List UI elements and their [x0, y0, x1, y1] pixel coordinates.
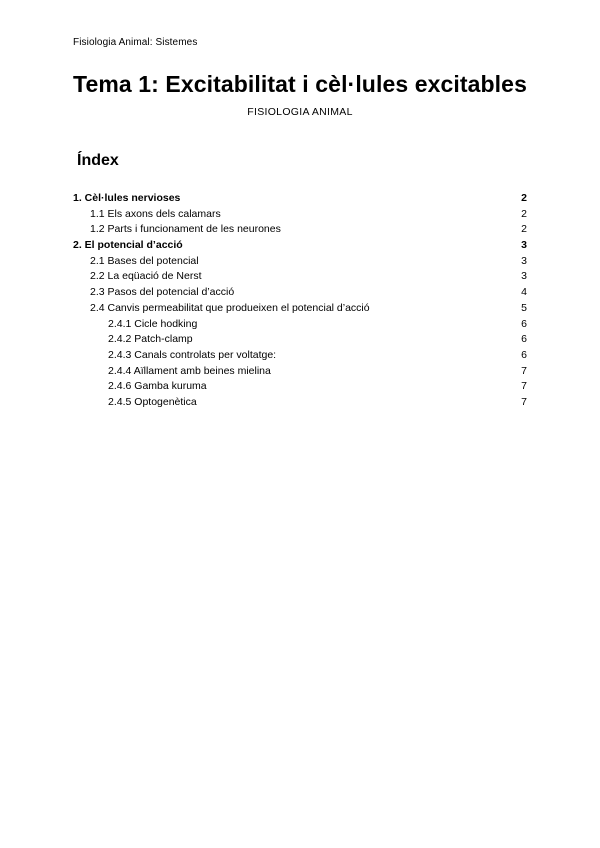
toc-entry-page: 6	[521, 317, 527, 330]
toc-entry[interactable]	[73, 332, 528, 348]
toc-entry[interactable]	[73, 364, 528, 380]
toc-entry-page: 6	[521, 348, 527, 361]
toc-entry-page: 3	[521, 270, 527, 283]
toc-entry[interactable]	[73, 301, 528, 317]
toc-entry-label: 2.2 La eqüació de Nerst	[90, 270, 202, 283]
toc-entry-label: 2.4.6 Gamba kuruma	[108, 380, 207, 393]
toc-entry-label: 2.1 Bases del potencial	[90, 254, 199, 267]
toc-entry[interactable]	[73, 191, 528, 207]
toc-entry-label: 2.4.4 Aïllament amb beines mielina	[108, 364, 271, 377]
running-header: Fisiologia Animal: Sistemes	[73, 37, 198, 48]
toc-entry[interactable]	[73, 207, 528, 223]
toc-entry-page: 3	[521, 239, 527, 252]
toc-entry[interactable]	[73, 269, 528, 285]
toc-entry-page: 2	[521, 207, 527, 220]
toc-entry-label: 1. Cèl·lules nervioses	[73, 192, 181, 204]
index-heading: Índex	[77, 152, 119, 169]
toc-entry-page: 5	[521, 301, 527, 314]
toc-entry[interactable]	[73, 395, 528, 411]
toc-entry[interactable]	[73, 222, 528, 238]
toc-entry[interactable]	[73, 238, 528, 254]
toc-entry-page: 6	[521, 333, 527, 346]
document-title: Tema 1: Excitabilitat i cèl·lules excitables	[73, 71, 527, 97]
toc-entry-label: 2.4 Canvis permeabilitat que produeixen el potencial d’acció	[90, 301, 370, 314]
toc-entry-label: 2.4.2 Patch-clamp	[108, 333, 193, 346]
toc-entry[interactable]	[73, 348, 528, 364]
document-subtitle: FISIOLOGIA ANIMAL	[247, 106, 353, 118]
toc-entry-page: 7	[521, 380, 527, 393]
toc-entry-page: 7	[521, 395, 527, 408]
toc-entry-page: 2	[521, 223, 527, 236]
toc-entry-page: 4	[521, 286, 527, 299]
toc-entry-page: 2	[521, 192, 527, 204]
toc-entry-label: 2. El potencial d’acció	[73, 239, 183, 252]
toc-entry-label: 2.4.1 Cicle hodking	[108, 317, 198, 330]
toc-entry-label: 2.4.3 Canals controlats per voltatge:	[108, 348, 277, 361]
toc-entry-page: 7	[521, 364, 527, 377]
toc-entry[interactable]	[73, 254, 528, 270]
toc-entry-page: 3	[521, 254, 527, 267]
table-of-contents	[73, 191, 528, 411]
toc-entry-label: 1.1 Els axons dels calamars	[90, 207, 221, 220]
toc-entry-label: 2.3 Pasos del potencial d’acció	[90, 286, 235, 299]
toc-entry-label: 2.4.5 Optogenètica	[108, 395, 197, 408]
toc-entry[interactable]	[73, 285, 528, 301]
toc-entry[interactable]	[73, 317, 528, 333]
toc-entry-label: 1.2 Parts i funcionament de les neurones	[90, 223, 281, 236]
toc-entry[interactable]	[73, 379, 528, 395]
